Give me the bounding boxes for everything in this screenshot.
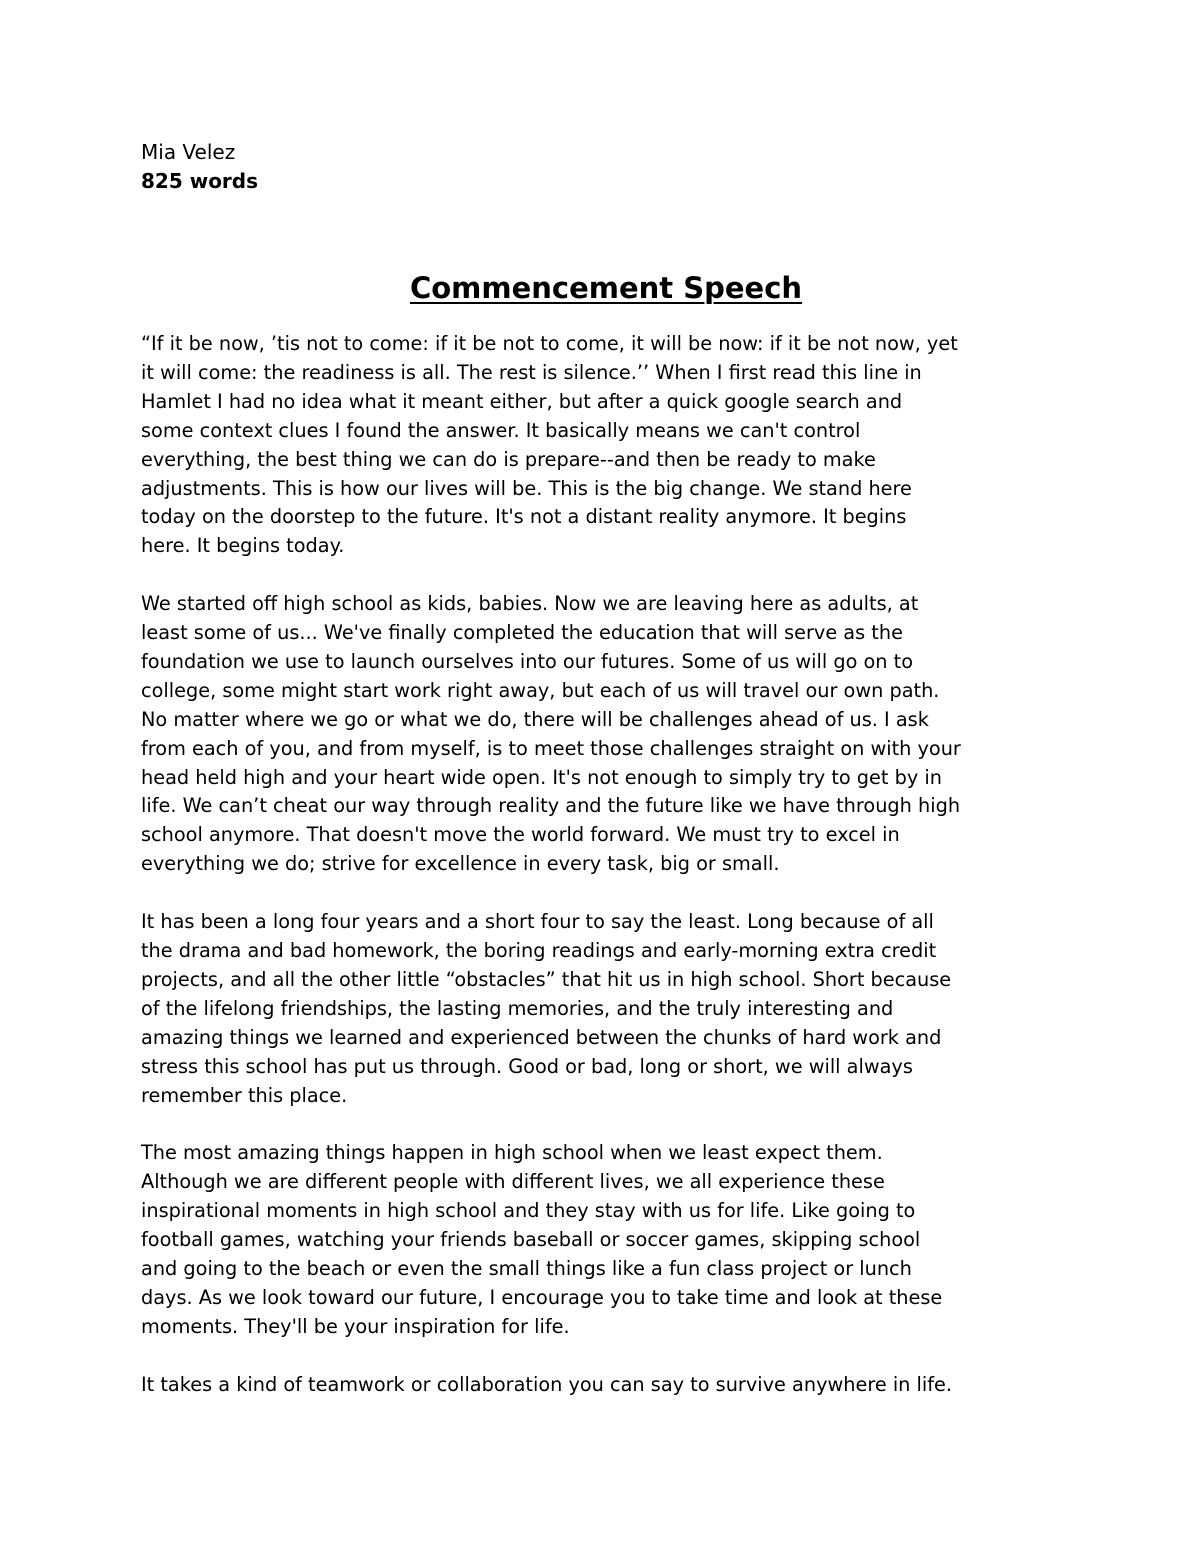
text-line: and going to the beach or even the small things like a fun class project or lunch: [141, 1256, 912, 1280]
text-line: here. It begins today.: [141, 534, 345, 558]
author-name: Mia Velez: [141, 140, 236, 164]
text-line: life. We can’t cheat our way through reality and the future like we have through high: [141, 794, 961, 818]
text-line: football games, watching your friends baseball or soccer games, skipping school: [141, 1228, 921, 1252]
text-line: everything we do; strive for excellence in every task, big or small.: [141, 852, 780, 876]
paragraph: [141, 330, 1071, 561]
document-page: [141, 138, 1071, 1428]
text-line: amazing things we learned and experienced between the chunks of hard work and: [141, 1025, 942, 1049]
text-line: No matter where we go or what we do, there will be challenges ahead of us. I ask: [141, 707, 929, 731]
text-line: Hamlet I had no idea what it meant either, but after a quick google search and: [141, 389, 903, 413]
text-line: stress this school has put us through. Good or bad, long or short, we will always: [141, 1054, 913, 1078]
text-line: school anymore. That doesn't move the world forward. We must try to excel in: [141, 823, 900, 847]
text-line: projects, and all the other little “obstacles” that hit us in high school. Short because: [141, 967, 952, 991]
word-count: 825 words: [141, 169, 259, 193]
paragraph: [141, 590, 1071, 879]
text-line: today on the doorstep to the future. It's not a distant reality anymore. It begins: [141, 505, 907, 529]
text-line: least some of us... We've finally completed the education that will serve as the: [141, 621, 903, 645]
text-line: adjustments. This is how our lives will be. This is the big change. We stand here: [141, 476, 912, 500]
text-line: It takes a kind of teamwork or collaboration you can say to survive anywhere in life.: [141, 1372, 953, 1396]
text-line: inspirational moments in high school and they stay with us for life. Like going to: [141, 1199, 916, 1223]
text-line: the drama and bad homework, the boring readings and early-morning extra credit: [141, 939, 937, 962]
text-line: everything, the best thing we can do is prepare--and then be ready to make: [141, 447, 876, 471]
text-line: from each of you, and from myself, is to meet those challenges straight on with your: [141, 736, 961, 760]
text-line: head held high and your heart wide open. It's not enough to simply try to get by in: [141, 765, 942, 789]
text-line: It has been a long four years and a short four to say the least. Long because of all: [141, 910, 934, 934]
text-line: The most amazing things happen in high school when we least expect them.: [141, 1141, 883, 1165]
text-line: “If it be now, ’tis not to come: if it be not to come, it will be now: if it be not now, yet: [141, 332, 958, 355]
text-line: of the lifelong friendships, the lasting memories, and the truly interesting and: [141, 996, 894, 1020]
text-line: days. As we look toward our future, I encourage you to take time and look at these: [141, 1285, 943, 1309]
paragraph: [141, 1139, 1071, 1341]
text-line: We started off high school as kids, babies. Now we are leaving here as adults, at: [141, 592, 919, 616]
text-line: college, some might start work right away, but each of us will travel our own path.: [141, 678, 940, 702]
text-line: foundation we use to launch ourselves into our futures. Some of us will go on to: [141, 649, 914, 673]
paragraph: [141, 1371, 1071, 1400]
document-body: [141, 330, 1071, 1399]
text-line: remember this place.: [141, 1083, 348, 1107]
text-line: moments. They'll be your inspiration for life.: [141, 1314, 570, 1338]
paragraph: [141, 908, 1071, 1110]
text-line: it will come: the readiness is all. The rest is silence.’’ When I first read this line in: [141, 360, 922, 384]
text-line: Although we are different people with different lives, we all experience these: [141, 1170, 885, 1194]
document-title: Commencement Speech: [409, 271, 803, 305]
text-line: some context clues I found the answer. It basically means we can't control: [141, 418, 861, 442]
